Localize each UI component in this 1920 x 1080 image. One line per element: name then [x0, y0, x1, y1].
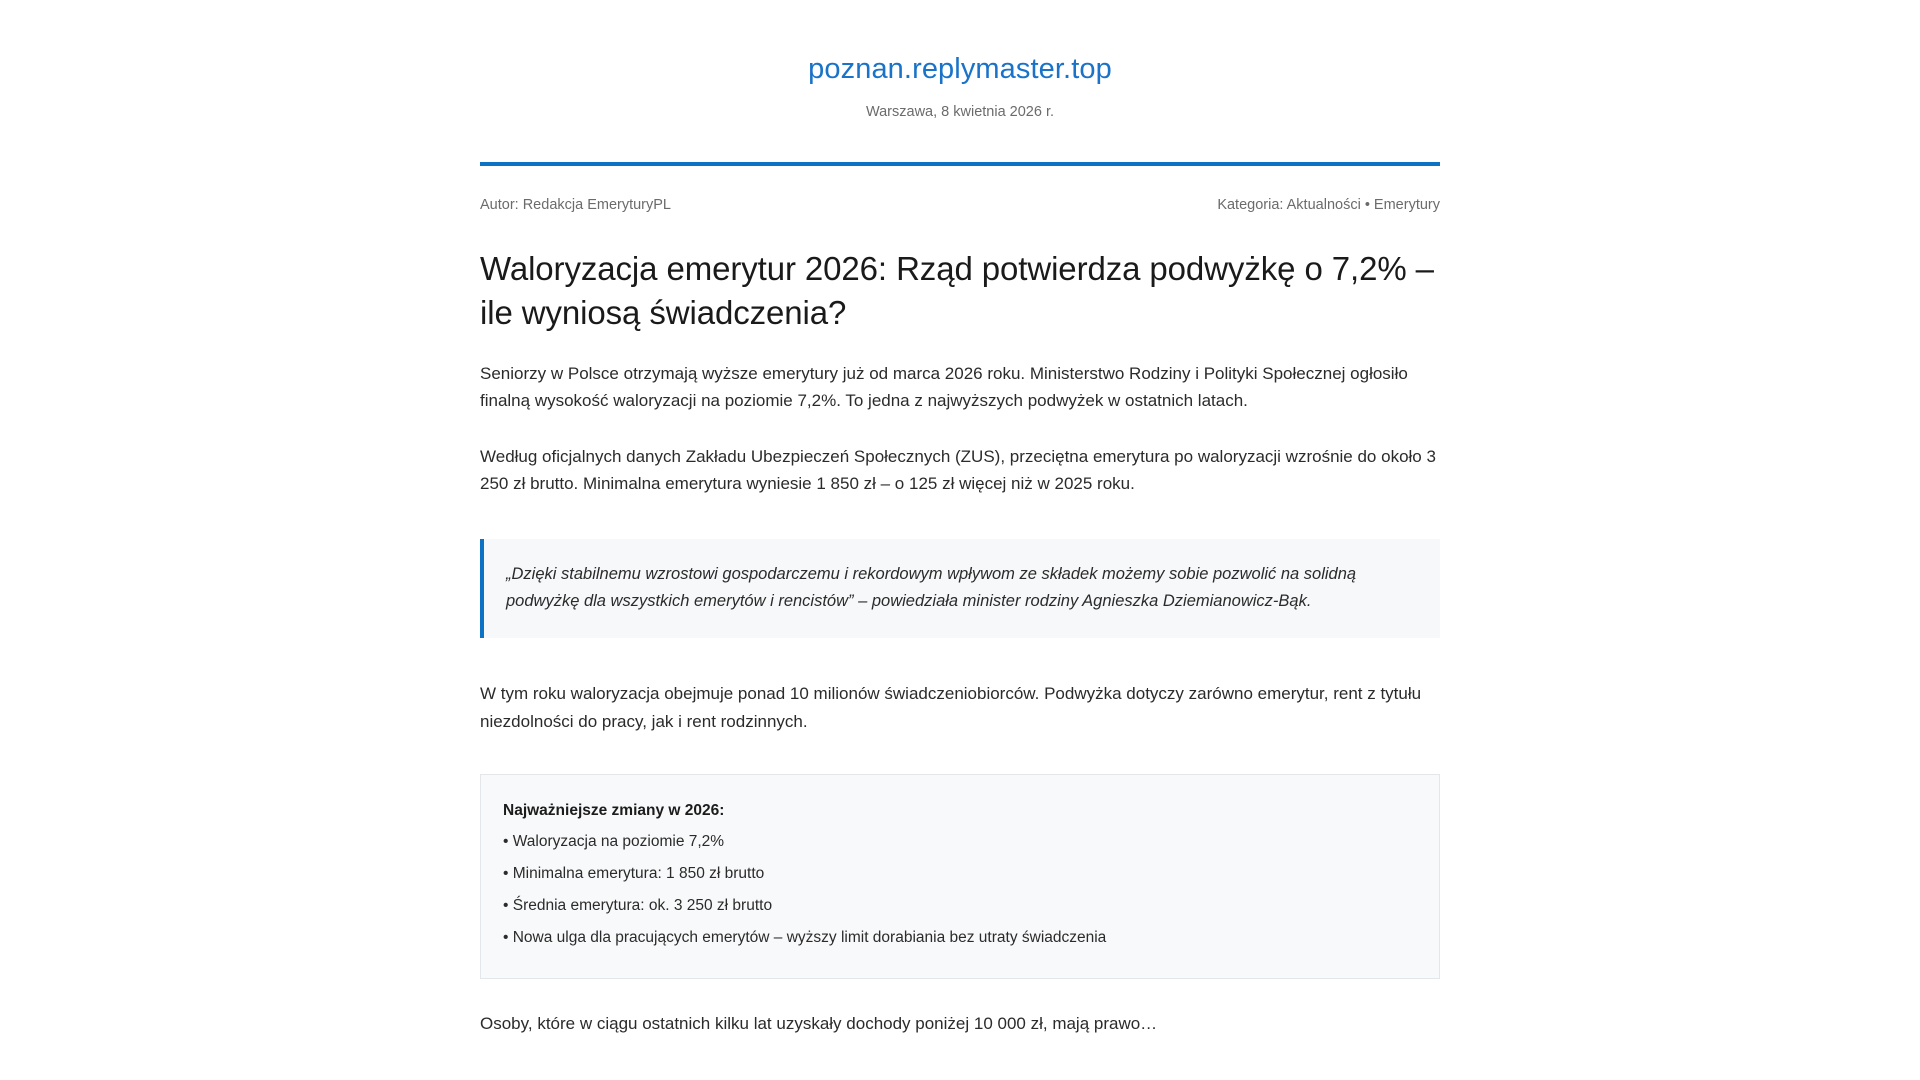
article-meta-row	[480, 197, 1440, 213]
dateline: Warszawa, 8 kwietnia 2026 r.	[865, 103, 1055, 120]
article-paragraph-2: Według oficjalnych danych Zakładu Ubezpieczeń Społecznych (ZUS), przeciętna emerytura po waloryzacji wzrośnie do około 3 250 zł brutto. Minimalna emerytura wyniesie 1 850 zł – o 125 zł więcej niż w 2025 roku.	[480, 446, 1436, 494]
site-title[interactable]: poznan.replymaster.top	[808, 53, 1112, 85]
article-pullquote: „Dzięki stabilnemu wzrostowi gospodarczemu i rekordowym wpływom ze składek możemy sobie pozwolić na solidną podwyżkę dla wszystkich emerytów i rencistów” – powiedziała minister rodziny Agnieszka Dziemianowicz-Bąk.	[480, 539, 1440, 638]
list-item: • Nowa ulga dla pracujących emerytów – wyższy limit dorabiania bez utraty świadczenia	[503, 929, 1107, 947]
header-divider-wrap	[480, 120, 1440, 166]
article-container	[480, 166, 1440, 1038]
article-paragraph-4: Osoby, które w ciągu ostatnich kilku lat uzyskały dochody poniżej 10 000 zł, mają prawo…	[480, 1014, 1158, 1034]
site-masthead	[0, 0, 1920, 120]
article-lead-paragraph: Seniorzy w Polsce otrzymają wyższe emerytury już od marca 2026 roku. Ministerstwo Rodziny i Polityki Społecznej ogłosiło finalną wysokość waloryzacji na poziomie 7,2%. To jedna z najwyższych podwyżek w ostatnich latach.	[480, 363, 1408, 411]
article-category[interactable]: Kategoria: Aktualności • Emerytury	[1217, 196, 1440, 213]
list-item: • Waloryzacja na poziomie 7,2%	[503, 833, 725, 851]
infobox-title: Najważniejsze zmiany w 2026:	[503, 802, 725, 820]
list-item: • Minimalna emerytura: 1 850 zł brutto	[503, 865, 765, 883]
article-paragraph-3: W tym roku waloryzacja obejmuje ponad 10 milionów świadczeniobiorców. Podwyżka dotyczy zarówno emerytur, rent z tytułu niezdolności do pracy, jak i rent rodzinnych.	[480, 684, 1422, 731]
infobox-list	[503, 830, 1417, 950]
list-item: • Średnia emerytura: ok. 3 250 zł brutto	[503, 897, 773, 915]
article-headline: Waloryzacja emerytur 2026: Rząd potwierdza podwyżkę o 7,2% – ile wyniosą świadczenia?	[480, 249, 1434, 331]
key-changes-infobox	[480, 774, 1440, 979]
article-author: Autor: Redakcja EmeryturyPL	[480, 196, 671, 213]
